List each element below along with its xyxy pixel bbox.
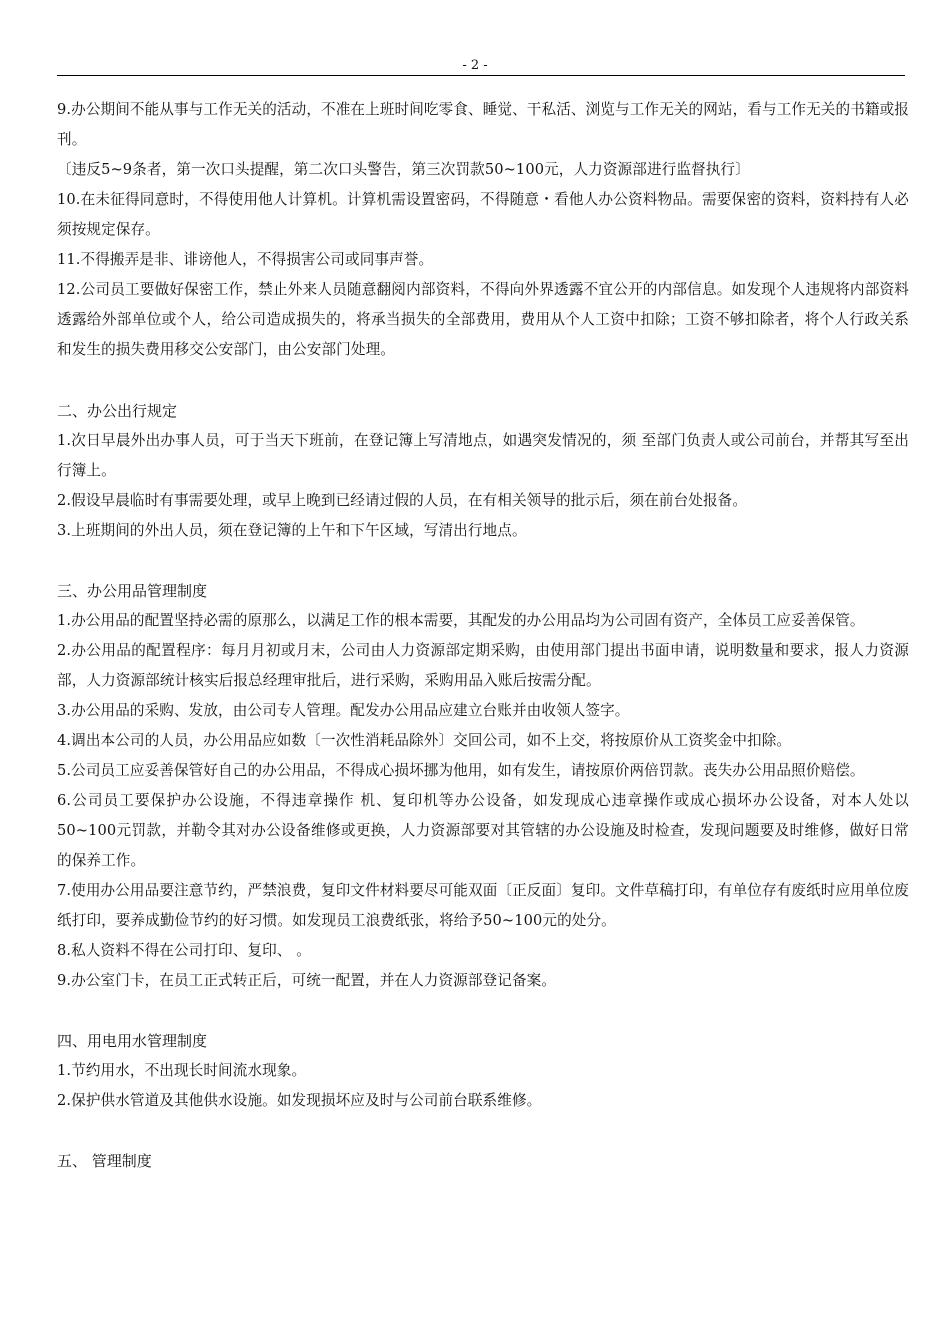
rule-item: 6.公司员工要保护办公设施，不得违章操作 机、复印机等办公设备，如发现成心违章操作或成心损坏办公设备，对本人处以50~100元罚款，并勒令其对办公设备维修或更换，人力资源部要对其管辖的办公设施及时检查，发现问题要及时维修，做好日常的保养工作。 — [57, 792, 909, 869]
rule-item: 2.保护供水管道及其他供水设施。如发现损坏应及时与公司前台联系维修。 — [57, 1092, 542, 1109]
page-number: - 2 - — [462, 58, 488, 73]
section-heading: 二、办公出行规定 — [57, 402, 178, 420]
document-body — [57, 95, 909, 1176]
rule-note: 〔违反5~9条者，第一次口头提醒，第二次口头警告，第三次罚款50~100元，人力资源部进行监督执行〕 — [57, 161, 750, 178]
rule-item: 9.办公期间不能从事与工作无关的活动，不准在上班时间吃零食、睡觉、干私活、浏览与工作无关的网站，看与工作无关的书籍或报刊。 — [57, 101, 909, 148]
rule-item: 2.办公用品的配置程序：每月月初或月末，公司由人力资源部定期采购，由使用部门提出书面申请，说明数量和要求，报人力资源部，人力资源部统计核实后报总经理审批后，进行采购，采购用品入账后按需分配。 — [57, 642, 909, 689]
rule-item: 12.公司员工要做好保密工作，禁止外来人员随意翻阅内部资料，不得向外界透露不宜公开的内部信息。如发现个人违规将内部资料透露给外部单位或个人，给公司造成损失的，将承当损失的全部费用，费用从个人工资中扣除；工资不够扣除者，将个人行政关系和发生的损失费用移交公安部门，由公安部门处理。 — [57, 281, 909, 358]
section-heading: 三、办公用品管理制度 — [57, 582, 208, 600]
rule-item: 1.办公用品的配置坚持必需的原那么，以满足工作的根本需要，其配发的办公用品均为公司固有资产，全体员工应妥善保管。 — [57, 612, 865, 629]
spacer — [57, 365, 909, 396]
section-heading: 四、用电用水管理制度 — [57, 1032, 208, 1050]
header-rule — [57, 75, 905, 76]
rule-item: 10.在未征得同意时，不得使用他人计算机。计算机需设置密码，不得随意・看他人办公资料物品。需要保密的资料，资料持有人必须按规定保存。 — [57, 191, 909, 238]
section-5 — [57, 1146, 909, 1176]
rule-item: 11.不得搬弄是非、诽谤他人，不得损害公司或同事声誉。 — [57, 251, 434, 268]
rule-item: 5.公司员工应妥善保管好自己的办公用品，不得成心损坏挪为他用，如有发生，请按原价两倍罚款。丧失办公用品照价赔偿。 — [57, 762, 865, 779]
rule-item: 1.次日早晨外出办事人员，可于当天下班前，在登记簿上写清地点，如遇突发情况的，须 至部门负责人或公司前台，并帮其写至出行簿上。 — [57, 432, 909, 479]
rule-item: 8.私人资料不得在公司打印、复印、 。 — [57, 942, 311, 959]
section-heading: 五、 管理制度 — [57, 1152, 152, 1170]
rule-item: 4.调出本公司的人员，办公用品应如数〔一次性消耗品除外〕交回公司，如不上交，将按原价从工资奖金中扣除。 — [57, 732, 792, 749]
section-3 — [57, 576, 909, 996]
rule-item: 3.办公用品的采购、发放，由公司专人管理。配发办公用品应建立台账并由收领人签字。 — [57, 702, 630, 719]
spacer — [57, 1116, 909, 1146]
spacer — [57, 546, 909, 576]
section-4 — [57, 1026, 909, 1116]
rule-item: 9.办公室门卡，在员工正式转正后，可统一配置，并在人力资源部登记备案。 — [57, 972, 557, 989]
rule-item: 2.假设早晨临时有事需要处理，或早上晚到已经请过假的人员，在有相关领导的批示后，须在前台处报备。 — [57, 492, 748, 509]
spacer — [57, 996, 909, 1026]
rule-item: 7.使用办公用品要注意节约，严禁浪费，复印文件材料要尽可能双面〔正反面〕复印。文件草稿打印，有单位存有废纸时应用单位废纸打印，要养成勤俭节约的好习惯。如发现员工浪费纸张，将给予50~100元的处分。 — [57, 882, 909, 929]
rule-item: 3.上班期间的外出人员，须在登记簿的上午和下午区域，写清出行地点。 — [57, 522, 527, 539]
section-2 — [57, 396, 909, 546]
rule-item: 1.节约用水，不出现长时间流水现象。 — [57, 1062, 307, 1079]
section-1-continued — [57, 95, 909, 365]
